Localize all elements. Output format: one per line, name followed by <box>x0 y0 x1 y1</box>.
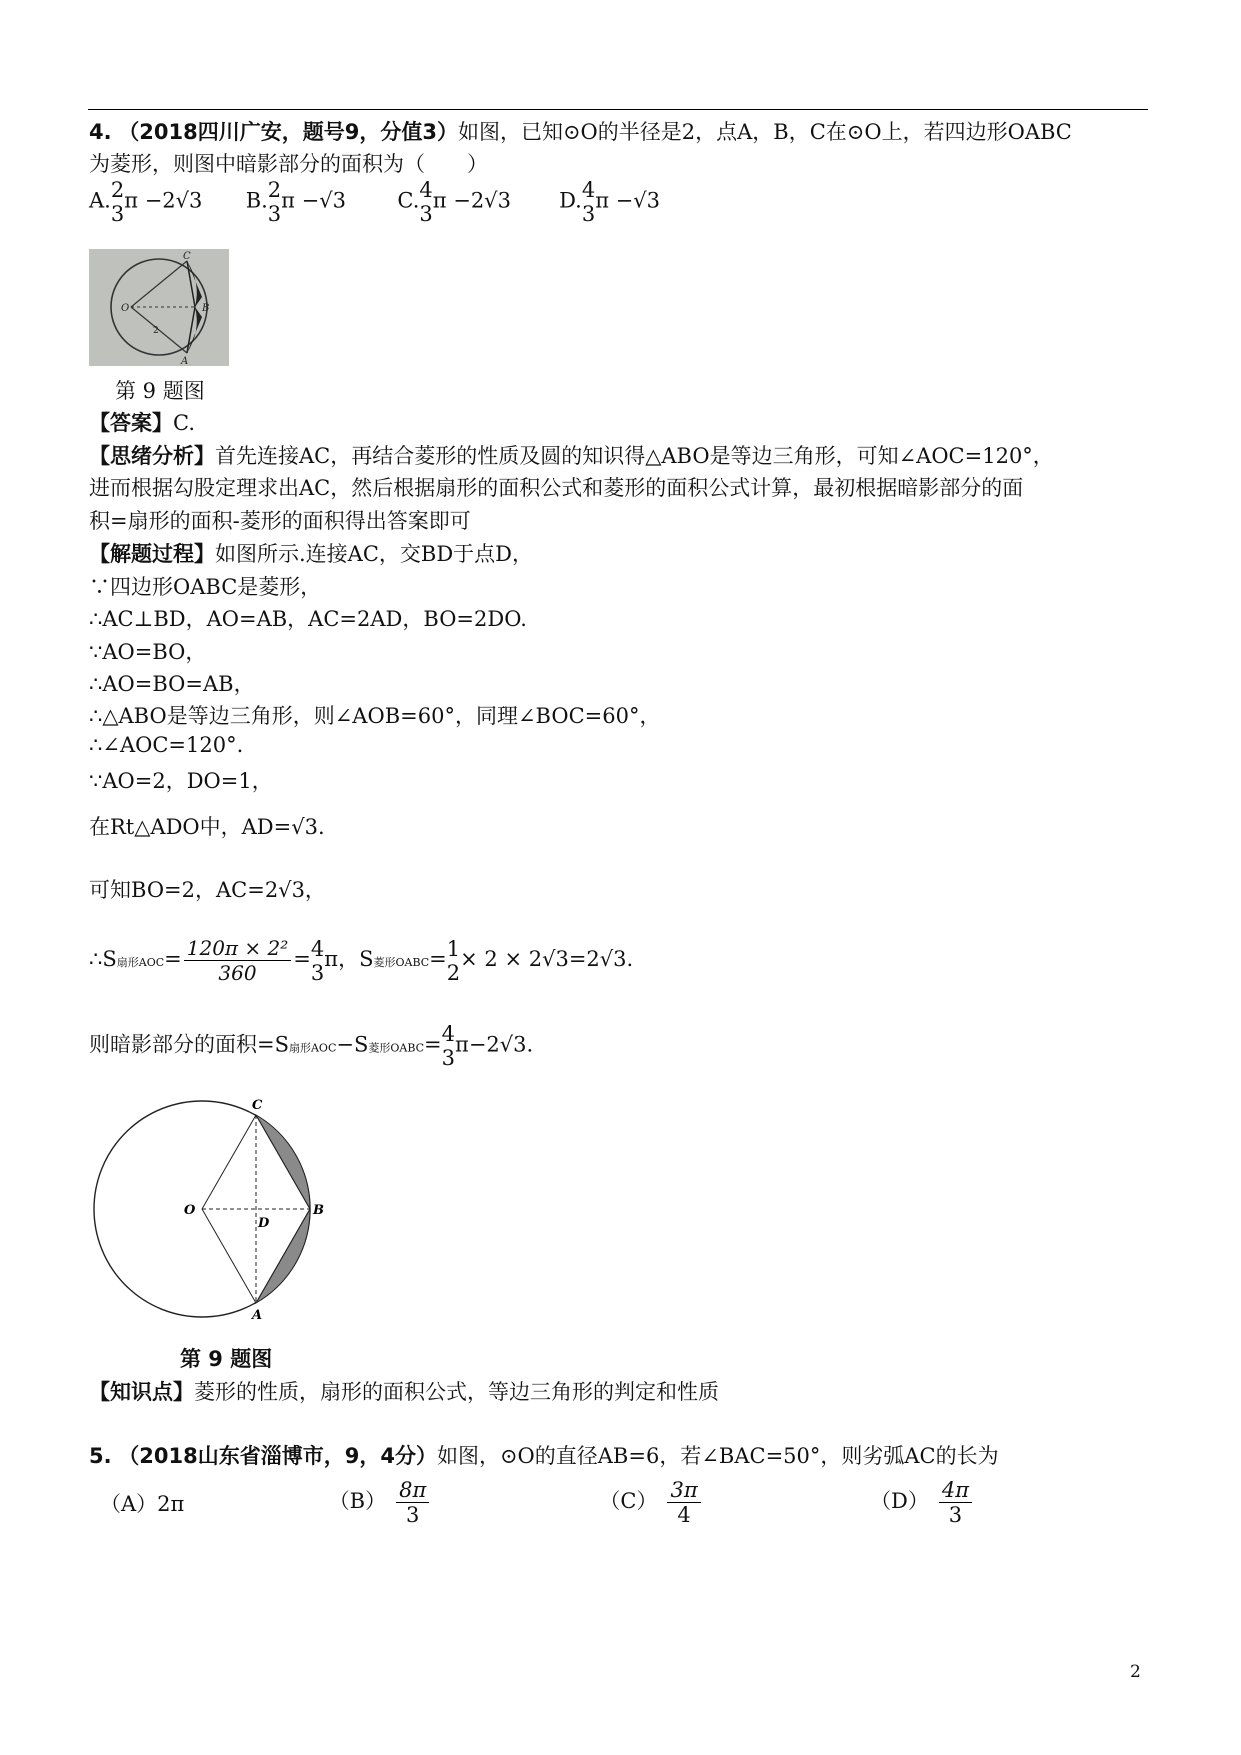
q4-step-1: ∵四边形OABC是菱形， <box>89 575 322 599</box>
q5-option-b: （B） $\frac{8\pi}{3}$ <box>329 1478 593 1527</box>
diagram-label-a: A <box>252 1308 263 1323</box>
q4-line1 <box>89 116 1072 146</box>
q5-option-a: （A）2π <box>100 1491 185 1516</box>
q4-option-d: D. 4 3 π −√3 <box>559 178 661 226</box>
q4-option-b: B. 2 3 π −√3 <box>245 178 346 226</box>
q5-option-c: （C） $\frac{3\pi}{4}$ <box>599 1478 863 1527</box>
photo-label-a: A <box>181 356 189 366</box>
photo-label-b: B <box>202 303 210 314</box>
q4-analysis-line3: 积=扇形的面积-菱形的面积得出答案即可 <box>89 509 471 533</box>
q4-diagram-caption: 第 9 题图 <box>180 1347 273 1371</box>
q5-options <box>100 1478 972 1527</box>
q4-process-line1: 【解题过程】如图所示.连接AC，交BD于点D， <box>89 542 534 566</box>
q4-answer: 【答案】C. <box>89 411 195 435</box>
q4-knowledge: 【知识点】菱形的性质，扇形的面积公式，等边三角形的判定和性质 <box>89 1380 719 1404</box>
q5-line1: 5. （2018山东省淄博市，9，4分）如图，⊙O的直径AB=6，若∠BAC=50°，则劣弧AC的长为 <box>89 1444 999 1468</box>
photo-label-2: 2 <box>153 326 159 336</box>
photo-label-c: C <box>183 251 191 262</box>
q4-step-5: ∴△ABO是等边三角形，则∠AOB=60°，同理∠BOC=60°， <box>89 704 661 728</box>
q4-number: 4. <box>89 120 112 144</box>
q4-step-3: ∵AO=BO， <box>89 640 207 664</box>
q5-option-d: （D） $\frac{4\pi}{3}$ <box>870 1478 972 1527</box>
q4-analysis-line2: 进而根据勾股定理求出AC，然后根据扇形的面积公式和菱形的面积公式计算，最初根据暗影部分的面 <box>89 476 1024 500</box>
q4-source: （2018四川广安，题号9，分值3） <box>118 120 458 144</box>
q4-step-4: ∴AO=BO=AB， <box>89 672 255 696</box>
q4-option-c: C. 4 3 π −2√3 <box>397 178 511 226</box>
q4-bo-line: 可知BO=2，AC=2√3， <box>89 878 326 902</box>
q4-diagram <box>88 1095 348 1327</box>
diagram-label-b: B <box>313 1203 324 1218</box>
q4-step-2: ∴AC⊥BD，AO=AB，AC=2AD，BO=2DO. <box>89 607 527 631</box>
q4-shade-line: 则暗影部分的面积=S扇形AOC−S菱形OABC= 4 3 π−2√3. <box>89 1022 534 1070</box>
q4-photo-caption: 第 9 题图 <box>115 379 205 403</box>
q4-rt-line: 在Rt△ADO中，AD=√3. <box>89 815 325 839</box>
q4-photo-figure <box>89 249 229 366</box>
photo-label-o: O <box>121 303 130 314</box>
q4-text1: 如图，已知⊙O的半径是2，点A，B，C在⊙O上，若四边形OABC <box>457 120 1072 144</box>
diagram-label-c: C <box>252 1098 263 1113</box>
q4-options <box>89 178 660 226</box>
page-number: 2 <box>1130 1662 1141 1682</box>
q4-text2: 为菱形，则图中暗影部分的面积为（ ） <box>89 152 488 176</box>
top-rule <box>88 109 1148 110</box>
q4-step-7: ∵AO=2，DO=1， <box>89 769 273 793</box>
diagram-label-d: D <box>258 1216 270 1231</box>
diagram-label-o: O <box>184 1203 196 1218</box>
q4-option-a: A. 2 3 π −2√3 <box>89 178 203 226</box>
q4-area-line: ∴S扇形AOC= $\frac{\text{120π × 2²}}{360}$ = 4 3 π，S菱形OABC= 1 2 × 2 × 2√3=2√3. <box>89 936 634 985</box>
q4-step-6: ∴∠AOC=120°. <box>89 733 244 757</box>
q4-analysis-line1: 【思绪分析】首先连接AC，再结合菱形的性质及圆的知识得△ABO是等边三角形，可知∠AOC=120°， <box>89 444 1054 468</box>
